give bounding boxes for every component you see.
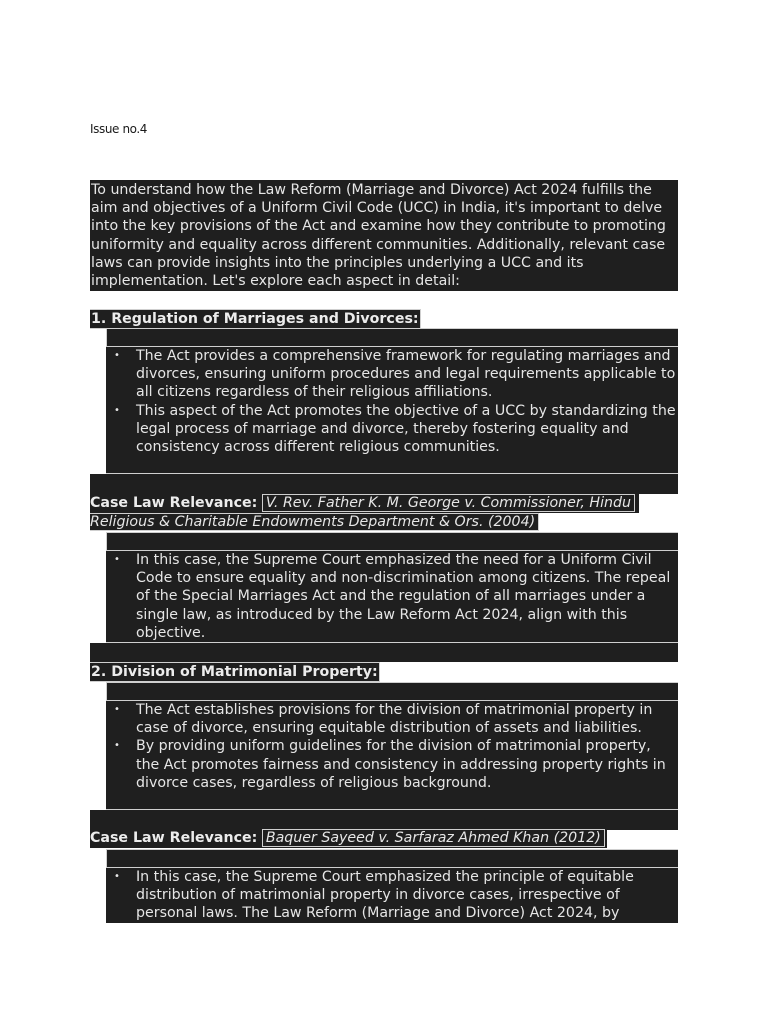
case-line — [90, 513, 539, 532]
case-title-continued: Religious & Charitable Endowments Department & Ors. (2004) — [90, 513, 539, 531]
list-item — [114, 551, 678, 642]
bullet-list — [106, 551, 678, 643]
list-item-text: By providing uniform guidelines for the division of matrimonial property, the Act promotes fairness and consistency in addressing property rights in divorce cases, regardless of religious background. — [136, 738, 666, 791]
list-item — [114, 347, 678, 402]
case-law-block — [90, 494, 678, 531]
bullet-icon: • — [114, 404, 120, 416]
bullet-list — [106, 868, 678, 923]
spacer — [106, 682, 678, 701]
list-item — [114, 701, 678, 737]
list-item-text: In this case, the Supreme Court emphasized the principle of equitable distribution of matrimonial property in divorce cases, irrespective of personal laws. The Law Reform (Marriage and Divorce) Act 2024, by — [136, 869, 634, 922]
bullet-icon: • — [114, 704, 120, 715]
spacer — [90, 474, 678, 494]
bullet-icon: • — [114, 350, 120, 361]
section-heading: 1. Regulation of Marriages and Divorces: — [91, 311, 419, 327]
list-item — [114, 868, 678, 923]
bullet-list — [106, 701, 678, 810]
bullet-icon: • — [114, 871, 120, 882]
section-heading: 2. Division of Matrimonial Property: — [91, 664, 378, 680]
bullet-icon: • — [114, 554, 120, 565]
issue-label: Issue no.4 — [90, 122, 148, 136]
list-item — [114, 737, 678, 792]
list-item-text: The Act provides a comprehensive framework for regulating marriages and divorces, ensuring uniform procedures and legal requirements applicable to all citizens regardless of their religious affiliations. — [136, 348, 676, 401]
spacer — [106, 849, 678, 868]
case-line — [90, 494, 639, 513]
spacer — [90, 810, 678, 830]
case-law-block — [90, 829, 678, 848]
spacer — [106, 328, 678, 347]
list-item-text: This aspect of the Act promotes the objective of a UCC by standardizing the legal process of marriage and divorce, thereby fostering equality and consistency across different religious communities. — [136, 402, 676, 456]
case-line — [90, 829, 607, 848]
list-item — [114, 402, 678, 457]
spacer — [90, 643, 678, 662]
list-item-text: The Act establishes provisions for the division of matrimonial property in case of divorce, ensuring equitable distribution of assets and liabilities. — [136, 702, 653, 737]
list-item-text: In this case, the Supreme Court emphasized the need for a Uniform Civil Code to ensure equality and non-discrimination among citizens. The repeal of the Special Marriages Act and the regulation of all marriages under a single law, as introduced by the Law Reform Act 2024, align with this objective. — [136, 552, 671, 641]
bullet-icon: • — [114, 740, 120, 752]
intro-paragraph: To understand how the Law Reform (Marriage and Divorce) Act 2024 fulfills the aim and objectives of a Uniform Civil Code (UCC) in India, it's important to delve into the key provisions of the Act and examine how they contribute to promoting uniformity and equality across different communities. Additionally, relevant case laws can provide insights into the principles underlying a UCC and its implementation. Let's explore each aspect in detail: — [90, 180, 678, 291]
bullet-list — [106, 347, 678, 474]
case-title: V. Rev. Father K. M. George v. Commissioner, Hindu — [262, 494, 635, 512]
case-title: Baquer Sayeed v. Sarfaraz Ahmed Khan (2012) — [262, 829, 605, 847]
case-law-label: Case Law Relevance: — [90, 830, 258, 846]
spacer — [106, 532, 678, 551]
case-law-label: Case Law Relevance: — [90, 495, 258, 511]
